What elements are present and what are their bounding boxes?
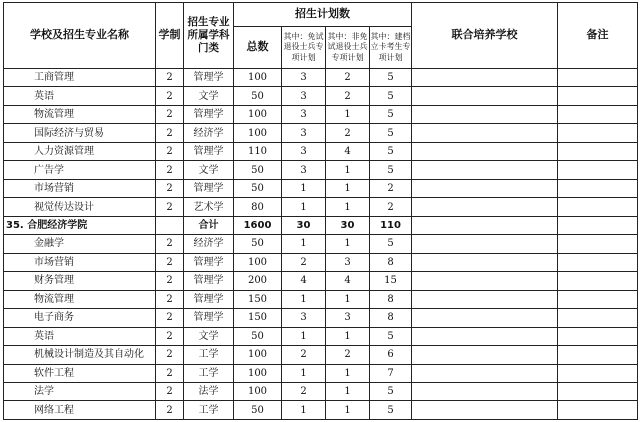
table-row	[4, 179, 638, 197]
cell-plan-exempt-veterans: 3	[282, 87, 326, 105]
cell-plan-nonexempt-veterans: 1	[326, 161, 370, 179]
cell-plan-exempt-veterans: 2	[282, 346, 326, 364]
cell-plan-registered-poor: 5	[370, 124, 412, 142]
cell-plan-exempt-veterans: 1	[282, 401, 326, 420]
cell-plan-exempt-veterans: 30	[282, 216, 326, 234]
cell-plan-exempt-veterans: 1	[282, 364, 326, 382]
cell-plan-exempt-veterans: 2	[282, 253, 326, 271]
cell-plan-nonexempt-veterans: 2	[326, 124, 370, 142]
college-summary-row	[4, 216, 638, 234]
cell-total: 1600	[234, 216, 282, 234]
header-plan-nonexempt-veterans: 其中：非免试退役士兵专项计划	[326, 27, 370, 69]
cell-plan-nonexempt-veterans: 3	[326, 309, 370, 327]
header-school-major: 学校及招生专业名称	[4, 3, 156, 69]
header-notes: 备注	[558, 3, 638, 69]
cell-plan-registered-poor: 2	[370, 179, 412, 197]
cell-plan-exempt-veterans: 3	[282, 69, 326, 87]
cell-major-name: 财务管理	[4, 272, 156, 290]
table-row	[4, 382, 638, 400]
cell-plan-nonexempt-veterans: 2	[326, 69, 370, 87]
cell-notes	[558, 382, 638, 400]
cell-years: 2	[156, 161, 184, 179]
cell-years: 2	[156, 253, 184, 271]
table-row	[4, 290, 638, 308]
cell-plan-nonexempt-veterans: 3	[326, 253, 370, 271]
cell-category: 管理学	[184, 142, 234, 160]
table-row	[4, 142, 638, 160]
cell-category: 管理学	[184, 105, 234, 123]
cell-plan-nonexempt-veterans: 1	[326, 382, 370, 400]
header-category: 招生专业所属学科门类	[184, 3, 234, 69]
table-row	[4, 124, 638, 142]
cell-joint-school	[412, 272, 558, 290]
cell-plan-registered-poor: 5	[370, 87, 412, 105]
cell-category: 管理学	[184, 69, 234, 87]
cell-major-name: 法学	[4, 382, 156, 400]
cell-notes	[558, 69, 638, 87]
cell-notes	[558, 272, 638, 290]
cell-major-name: 物流管理	[4, 290, 156, 308]
cell-major-name: 视觉传达设计	[4, 198, 156, 216]
header-years: 学制	[156, 3, 184, 69]
cell-years: 2	[156, 235, 184, 253]
cell-major-name: 金融学	[4, 235, 156, 253]
cell-major-name: 物流管理	[4, 105, 156, 123]
cell-joint-school	[412, 346, 558, 364]
cell-plan-nonexempt-veterans: 4	[326, 142, 370, 160]
cell-category: 法学	[184, 382, 234, 400]
cell-plan-registered-poor: 5	[370, 327, 412, 345]
cell-total: 50	[234, 327, 282, 345]
cell-notes	[558, 216, 638, 234]
cell-years: 2	[156, 124, 184, 142]
cell-plan-registered-poor: 8	[370, 253, 412, 271]
cell-total: 100	[234, 253, 282, 271]
cell-plan-registered-poor: 7	[370, 364, 412, 382]
cell-category: 经济学	[184, 124, 234, 142]
cell-joint-school	[412, 327, 558, 345]
cell-major-name: 广告学	[4, 161, 156, 179]
cell-plan-nonexempt-veterans: 1	[326, 401, 370, 420]
cell-category: 经济学	[184, 235, 234, 253]
cell-plan-exempt-veterans: 4	[282, 272, 326, 290]
cell-notes	[558, 179, 638, 197]
cell-plan-registered-poor: 5	[370, 142, 412, 160]
cell-major-name: 网络工程	[4, 401, 156, 420]
cell-years: 2	[156, 327, 184, 345]
cell-category: 工学	[184, 346, 234, 364]
cell-plan-nonexempt-veterans: 1	[326, 179, 370, 197]
cell-years	[156, 216, 184, 234]
cell-plan-exempt-veterans: 1	[282, 198, 326, 216]
cell-category: 管理学	[184, 272, 234, 290]
cell-major-name: 软件工程	[4, 364, 156, 382]
cell-joint-school	[412, 253, 558, 271]
cell-category: 管理学	[184, 290, 234, 308]
cell-notes	[558, 290, 638, 308]
cell-joint-school	[412, 87, 558, 105]
table-row	[4, 198, 638, 216]
cell-major-name: 工商管理	[4, 69, 156, 87]
table-row	[4, 161, 638, 179]
cell-notes	[558, 309, 638, 327]
cell-plan-nonexempt-veterans: 4	[326, 272, 370, 290]
table-row	[4, 105, 638, 123]
cell-plan-registered-poor: 110	[370, 216, 412, 234]
cell-total: 150	[234, 290, 282, 308]
cell-total: 80	[234, 198, 282, 216]
cell-total: 200	[234, 272, 282, 290]
cell-plan-exempt-veterans: 3	[282, 142, 326, 160]
cell-major-name: 机械设计制造及其自动化	[4, 346, 156, 364]
cell-notes	[558, 327, 638, 345]
cell-years: 2	[156, 401, 184, 420]
cell-total: 100	[234, 124, 282, 142]
cell-years: 2	[156, 198, 184, 216]
cell-plan-nonexempt-veterans: 30	[326, 216, 370, 234]
enrollment-plan-table	[3, 2, 638, 420]
cell-total: 150	[234, 309, 282, 327]
cell-notes	[558, 124, 638, 142]
cell-joint-school	[412, 216, 558, 234]
cell-major-name: 市场营销	[4, 253, 156, 271]
cell-category: 管理学	[184, 179, 234, 197]
cell-category: 文学	[184, 327, 234, 345]
table-row	[4, 364, 638, 382]
cell-notes	[558, 161, 638, 179]
cell-plan-registered-poor: 6	[370, 346, 412, 364]
table-row	[4, 253, 638, 271]
cell-plan-exempt-veterans: 2	[282, 382, 326, 400]
cell-plan-exempt-veterans: 3	[282, 105, 326, 123]
cell-years: 2	[156, 179, 184, 197]
cell-plan-exempt-veterans: 3	[282, 161, 326, 179]
cell-plan-registered-poor: 5	[370, 235, 412, 253]
cell-plan-registered-poor: 5	[370, 401, 412, 420]
cell-joint-school	[412, 105, 558, 123]
cell-notes	[558, 364, 638, 382]
cell-major-name: 人力资源管理	[4, 142, 156, 160]
cell-major-name: 35. 合肥经济学院	[4, 216, 156, 234]
cell-plan-nonexempt-veterans: 1	[326, 327, 370, 345]
cell-plan-nonexempt-veterans: 1	[326, 290, 370, 308]
cell-plan-registered-poor: 5	[370, 382, 412, 400]
cell-total: 100	[234, 346, 282, 364]
cell-years: 2	[156, 105, 184, 123]
cell-years: 2	[156, 382, 184, 400]
cell-notes	[558, 87, 638, 105]
cell-joint-school	[412, 198, 558, 216]
cell-joint-school	[412, 290, 558, 308]
cell-plan-registered-poor: 2	[370, 198, 412, 216]
cell-years: 2	[156, 87, 184, 105]
header-row-top	[4, 3, 638, 27]
cell-category: 文学	[184, 161, 234, 179]
cell-plan-registered-poor: 15	[370, 272, 412, 290]
cell-category: 管理学	[184, 253, 234, 271]
cell-category: 工学	[184, 401, 234, 420]
cell-joint-school	[412, 364, 558, 382]
cell-total: 50	[234, 87, 282, 105]
header-plan-exempt-veterans: 其中：免试退役士兵专项计划	[282, 27, 326, 69]
cell-plan-nonexempt-veterans: 1	[326, 198, 370, 216]
cell-joint-school	[412, 161, 558, 179]
cell-plan-exempt-veterans: 1	[282, 235, 326, 253]
table-row	[4, 235, 638, 253]
cell-years: 2	[156, 142, 184, 160]
cell-plan-nonexempt-veterans: 1	[326, 105, 370, 123]
cell-joint-school	[412, 382, 558, 400]
cell-plan-registered-poor: 5	[370, 69, 412, 87]
table-body	[4, 69, 638, 420]
cell-major-name: 国际经济与贸易	[4, 124, 156, 142]
header-plan-registered-poor: 其中：建档立卡考生专项计划	[370, 27, 412, 69]
cell-plan-exempt-veterans: 1	[282, 327, 326, 345]
header-total: 总数	[234, 27, 282, 69]
cell-major-name: 英语	[4, 87, 156, 105]
cell-plan-nonexempt-veterans: 2	[326, 87, 370, 105]
cell-joint-school	[412, 142, 558, 160]
cell-years: 2	[156, 69, 184, 87]
cell-total: 50	[234, 401, 282, 420]
cell-category: 管理学	[184, 309, 234, 327]
cell-plan-nonexempt-veterans: 1	[326, 235, 370, 253]
cell-total: 100	[234, 105, 282, 123]
table-row	[4, 401, 638, 420]
cell-years: 2	[156, 309, 184, 327]
cell-joint-school	[412, 401, 558, 420]
cell-total: 50	[234, 235, 282, 253]
cell-category: 艺术学	[184, 198, 234, 216]
cell-years: 2	[156, 346, 184, 364]
cell-plan-nonexempt-veterans: 1	[326, 364, 370, 382]
cell-notes	[558, 105, 638, 123]
cell-plan-exempt-veterans: 1	[282, 290, 326, 308]
cell-major-name: 电子商务	[4, 309, 156, 327]
cell-joint-school	[412, 309, 558, 327]
cell-plan-registered-poor: 5	[370, 161, 412, 179]
cell-total: 50	[234, 179, 282, 197]
cell-category: 合计	[184, 216, 234, 234]
cell-total: 100	[234, 382, 282, 400]
cell-notes	[558, 253, 638, 271]
header-plan-group: 招生计划数	[234, 3, 412, 27]
cell-notes	[558, 235, 638, 253]
cell-joint-school	[412, 235, 558, 253]
cell-category: 工学	[184, 364, 234, 382]
cell-plan-registered-poor: 5	[370, 105, 412, 123]
cell-major-name: 市场营销	[4, 179, 156, 197]
cell-years: 2	[156, 364, 184, 382]
cell-years: 2	[156, 272, 184, 290]
cell-joint-school	[412, 69, 558, 87]
cell-total: 110	[234, 142, 282, 160]
cell-plan-exempt-veterans: 3	[282, 309, 326, 327]
cell-total: 50	[234, 161, 282, 179]
cell-total: 100	[234, 69, 282, 87]
header-joint-school: 联合培养学校	[412, 3, 558, 69]
cell-major-name: 英语	[4, 327, 156, 345]
cell-notes	[558, 401, 638, 420]
table-row	[4, 87, 638, 105]
cell-notes	[558, 346, 638, 364]
cell-notes	[558, 198, 638, 216]
cell-plan-exempt-veterans: 1	[282, 179, 326, 197]
cell-plan-registered-poor: 8	[370, 309, 412, 327]
cell-plan-nonexempt-veterans: 2	[326, 346, 370, 364]
table-row	[4, 272, 638, 290]
table-row	[4, 69, 638, 87]
cell-category: 文学	[184, 87, 234, 105]
cell-joint-school	[412, 124, 558, 142]
table-row	[4, 327, 638, 345]
cell-notes	[558, 142, 638, 160]
table-row	[4, 309, 638, 327]
cell-plan-registered-poor: 8	[370, 290, 412, 308]
cell-years: 2	[156, 290, 184, 308]
cell-plan-exempt-veterans: 3	[282, 124, 326, 142]
table-row	[4, 346, 638, 364]
cell-total: 100	[234, 364, 282, 382]
cell-joint-school	[412, 179, 558, 197]
